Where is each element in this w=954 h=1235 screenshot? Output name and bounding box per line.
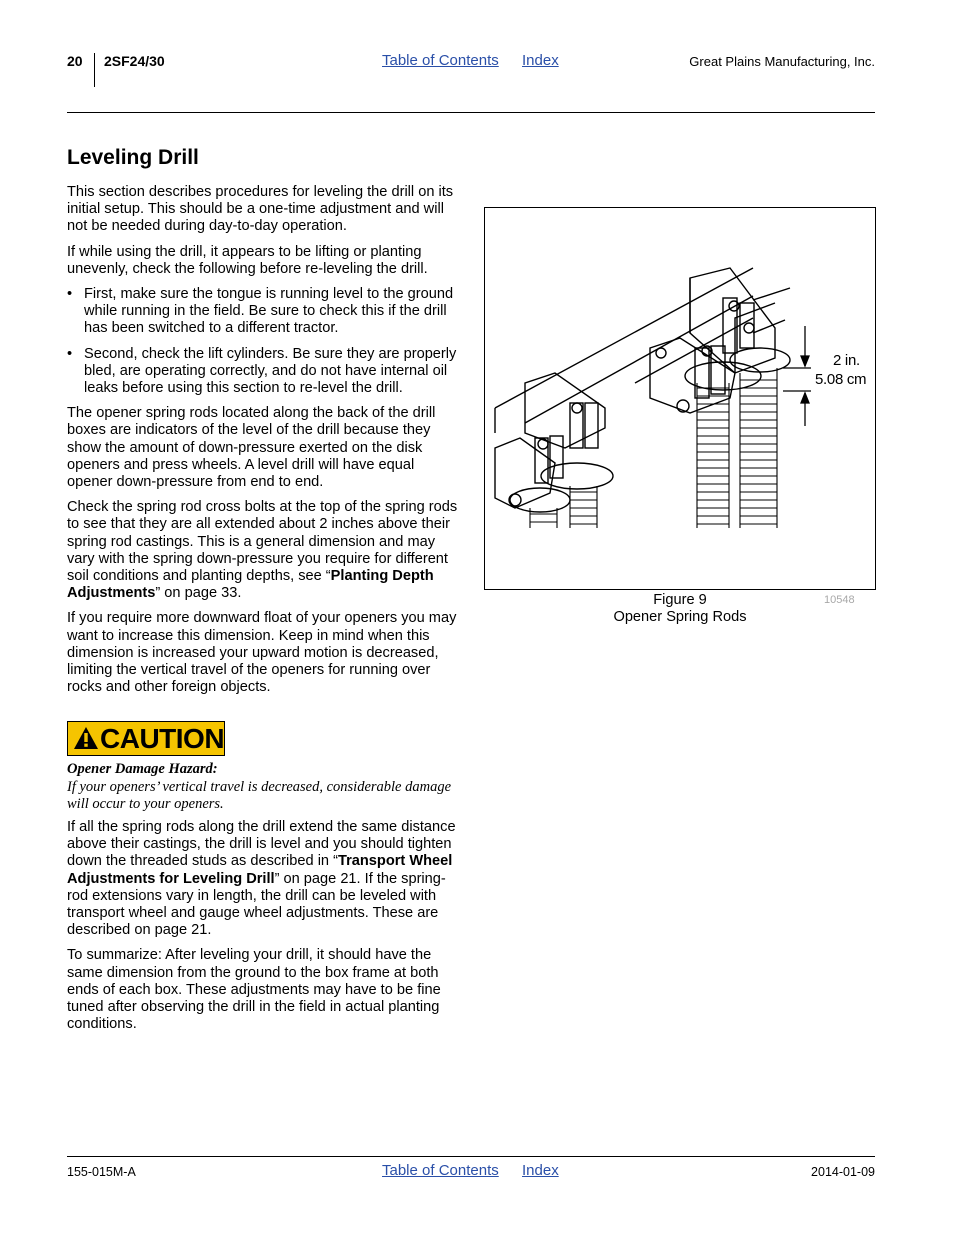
header-divider xyxy=(94,53,95,87)
dimension-label xyxy=(833,351,860,370)
warning-triangle-icon xyxy=(73,726,99,750)
paragraph: This section describes procedures for leveling the drill on its initial setup. This should be a one-time adjustment and will not be needed during day-to-day operation. xyxy=(67,184,454,235)
dimension-cm: 5.08 cm xyxy=(815,371,867,388)
paragraph: If while using the drill, it appears to be lifting or planting unevenly, check the following before re-leveling the drill. xyxy=(67,243,428,277)
paragraph: If you require more downward float of your openers you may want to increase this dimension. Keep in mind when this dimension is increased your upward motion is decreased, limiting the vertical travel of the openers for running over rocks and other foreign objects. xyxy=(67,610,457,696)
list-item: • First, make sure the tongue is running level to the ground while running in the field. Be sure to check this if the drill has been switched to a different tractor. xyxy=(67,286,462,338)
paragraph: To summarize: After leveling your drill, it should have the same dimension from the ground to the box frame at both ends of each box. These adjustments may have to be fine tuned after observing the drill in the field in actual planting conditions. xyxy=(67,947,441,1033)
model-name: 2SF24/30 xyxy=(104,53,165,69)
figure-number: Figure 9 xyxy=(653,592,707,608)
text-run: ” on page 33. xyxy=(155,585,242,602)
header-toc-link[interactable]: Table of Contents xyxy=(382,52,499,69)
doc-number: 155-015M-A xyxy=(67,1165,136,1179)
header-rule xyxy=(67,112,875,113)
figure-box xyxy=(484,207,876,590)
page-number: 20 xyxy=(67,53,83,69)
doc-date: 2014-01-09 xyxy=(811,1165,875,1179)
section-title: Leveling Drill xyxy=(67,146,199,169)
paragraph xyxy=(67,819,462,939)
body-text-top xyxy=(67,184,462,704)
opener-spring-rods-illustration xyxy=(485,208,875,589)
cross-reference: Planting Depth Adjustments xyxy=(67,568,434,602)
footer-toc-link[interactable]: Table of Contents xyxy=(382,1162,499,1179)
body-text-bottom xyxy=(67,819,462,1041)
header-index-link[interactable]: Index xyxy=(522,52,559,69)
figure-title: Opener Spring Rods xyxy=(613,609,747,626)
text-run: ” on page 21. If the spring-rod extensions vary in length, the drill can be leveled with transport wheel and gauge wheel adjustments. These are described on page 21. xyxy=(67,870,446,939)
figure-image-id: 10548 xyxy=(824,594,855,606)
dimension-inches: 2 in. xyxy=(833,352,860,369)
cross-reference: Transport Wheel Adjustments for Leveling Drill xyxy=(67,853,453,887)
text-run: If all the spring rods along the drill extend the same distance above their castings, the drill is level and you should tighten down the threaded studs as described in “ xyxy=(67,819,456,870)
list-item: • Second, check the lift cylinders. Be sure they are properly bled, are operating correctly, and do not have internal oil leaks before using this section to re-level the drill. xyxy=(67,346,462,398)
paragraph: The opener spring rods located along the back of the drill boxes are indicators of the level of the drill because they show the amount of down-pressure exerted on the disk openers and press wheels. A level drill will have equal opener down-pressure from end to end. xyxy=(67,405,436,491)
footer-index-link[interactable]: Index xyxy=(522,1162,559,1179)
hazard-text: If your openers’ vertical travel is decreased, considerable damage will occur to your openers. xyxy=(67,778,452,812)
hazard-title: Opener Damage Hazard: xyxy=(67,761,218,777)
text-run: Check the spring rod cross bolts at the top of the spring rods to see that they are all extended about 2 inches above their spring rod castings. This is a general dimension and may vary with the spring down-pressure you require for different soil conditions and planting depths, see “ xyxy=(67,499,458,585)
company-name: Great Plains Manufacturing, Inc. xyxy=(689,54,875,69)
caution-word: CAUTION xyxy=(100,723,225,754)
paragraph xyxy=(67,499,462,602)
figure-caption xyxy=(484,592,876,626)
hazard-message xyxy=(67,761,457,814)
footer-rule xyxy=(67,1156,875,1157)
checklist xyxy=(67,286,462,397)
caution-label xyxy=(67,721,225,756)
